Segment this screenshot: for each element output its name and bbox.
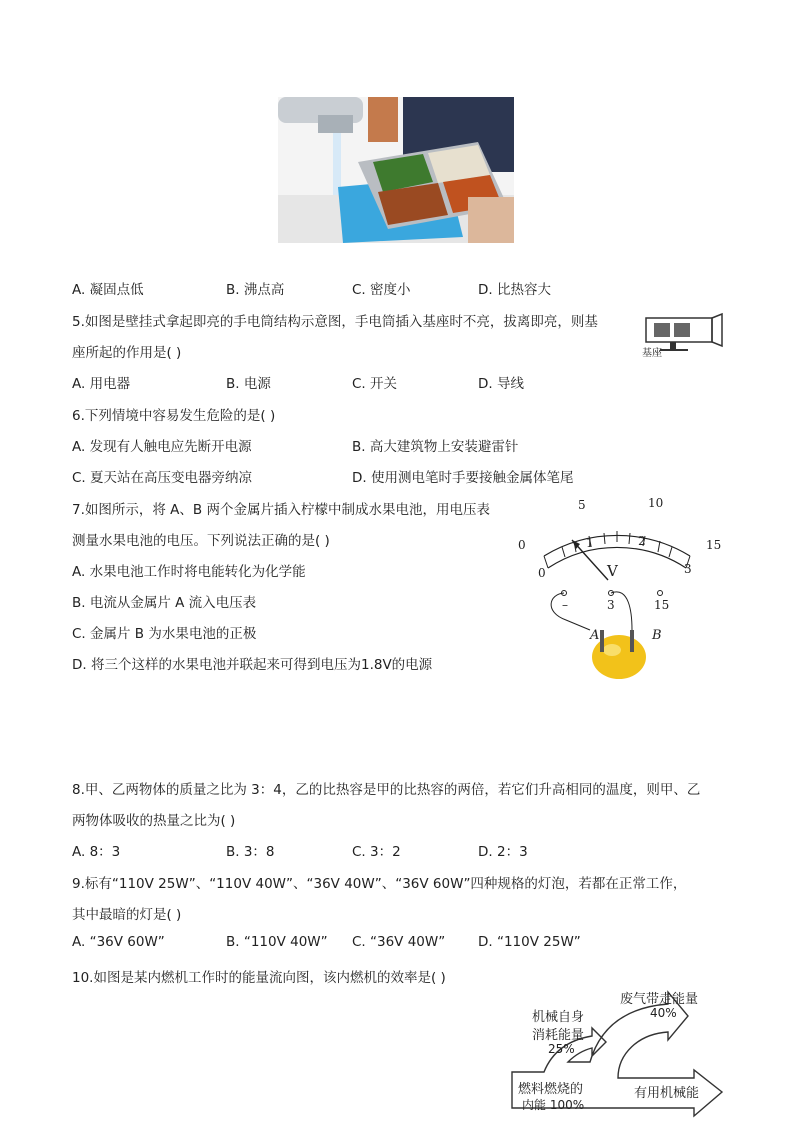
q4-option-a: A. 凝固点低: [72, 282, 144, 298]
q5-option-b: B. 电源: [226, 376, 271, 392]
q5-option-c: C. 开关: [352, 376, 398, 392]
inner-scale-0: 0: [538, 566, 546, 580]
q6-stem: 6.下列情境中容易发生危险的是( ): [72, 408, 276, 424]
inner-scale-1: 1: [586, 536, 594, 550]
q8-stem-line1: 8.甲、乙两物体的质量之比为 3：4，乙的比热容是甲的比热容的两倍，若它们升高相同的温度，则甲、乙: [72, 782, 701, 798]
plate-b-label: B: [652, 628, 662, 643]
outer-scale-10: 10: [648, 496, 664, 510]
fuel-label-line2: 内能 100%: [522, 1098, 585, 1112]
q9-option-c: C. “36V 40W”: [352, 934, 446, 950]
loss-label-line2: 消耗能量: [532, 1028, 585, 1043]
q9-option-b: B. “110V 40W”: [226, 934, 328, 950]
useful-energy-label: 有用机械能: [634, 1086, 700, 1101]
q9-stem-line1: 9.标有“110V 25W”、“110V 40W”、“36V 40W”、“36V 60W”四种规格的灯泡，若都在正常工作，: [72, 876, 687, 892]
q7-option-c: C. 金属片 B 为水果电池的正极: [72, 626, 257, 642]
q6-option-a: A. 发现有人触电应先断开电源: [72, 439, 252, 455]
outer-scale-0: 0: [518, 538, 526, 552]
inner-scale-2: 2: [638, 534, 646, 548]
q8-option-c: C. 3：2: [352, 844, 401, 860]
q8-stem-line2: 两物体吸收的热量之比为( ): [72, 813, 236, 829]
outer-scale-15: 15: [706, 538, 722, 552]
inner-scale-3: 3: [684, 562, 692, 576]
q5-option-a: A. 用电器: [72, 376, 131, 392]
plate-a-label: A: [590, 628, 600, 643]
q7-option-d: D. 将三个这样的水果电池并联起来可得到电压为1.8V的电源: [72, 657, 433, 673]
terminal-negative: –: [562, 598, 568, 612]
q5-stem-line1: 5.如图是壁挂式拿起即亮的手电筒结构示意图，手电筒插入基座时不亮，拔离即亮，则基: [72, 314, 598, 330]
exhaust-label: 废气带走能量: [620, 992, 699, 1007]
q7-stem-line2: 测量水果电池的电压。下列说法正确的是( ): [72, 533, 330, 549]
base-label: 基座: [642, 348, 662, 359]
loss-label-line1: 机械自身: [532, 1010, 585, 1025]
voltmeter-figure: [514, 494, 734, 684]
q4-option-c: C. 密度小: [352, 282, 411, 298]
q6-option-c: C. 夏天站在高压变电器旁纳凉: [72, 470, 253, 486]
q5-stem-line2: 座所起的作用是( ): [72, 345, 182, 361]
terminal-3: 3: [607, 598, 615, 612]
q10-stem: 10.如图是某内燃机工作时的能量流向图，该内燃机的效率是( ): [72, 970, 446, 986]
q7-option-b: B. 电流从金属片 A 流入电压表: [72, 595, 257, 611]
exhaust-percent: 40%: [650, 1006, 677, 1020]
outer-scale-5: 5: [578, 498, 586, 512]
flashlight-figure: [640, 312, 724, 358]
terminal-15: 15: [654, 598, 670, 612]
q7-stem-line1: 7.如图所示，将 A、B 两个金属片插入柠檬中制成水果电池，用电压表: [72, 502, 490, 518]
q9-option-d: D. “110V 25W”: [478, 934, 581, 950]
q8-option-a: A. 8：3: [72, 844, 121, 860]
q8-option-b: B. 3：8: [226, 844, 275, 860]
q4-option-b: B. 沸点高: [226, 282, 285, 298]
fuel-label-line1: 燃料燃烧的: [518, 1082, 584, 1097]
q6-option-b: B. 高大建筑物上安装避雷针: [352, 439, 519, 455]
energy-flow-diagram: [508, 984, 730, 1118]
q9-option-a: A. “36V 60W”: [72, 934, 165, 950]
voltmeter-symbol: V: [607, 562, 618, 580]
q9-stem-line2: 其中最暗的灯是( ): [72, 907, 182, 923]
q8-option-d: D. 2：3: [478, 844, 528, 860]
loss-percent: 25%: [548, 1042, 575, 1056]
q5-option-d: D. 导线: [478, 376, 524, 392]
photo-lunch-tray: [278, 97, 514, 243]
q7-option-a: A. 水果电池工作时将电能转化为化学能: [72, 564, 306, 580]
q4-option-d: D. 比热容大: [478, 282, 551, 298]
q6-option-d: D. 使用测电笔时手要接触金属体笔尾: [352, 470, 574, 486]
